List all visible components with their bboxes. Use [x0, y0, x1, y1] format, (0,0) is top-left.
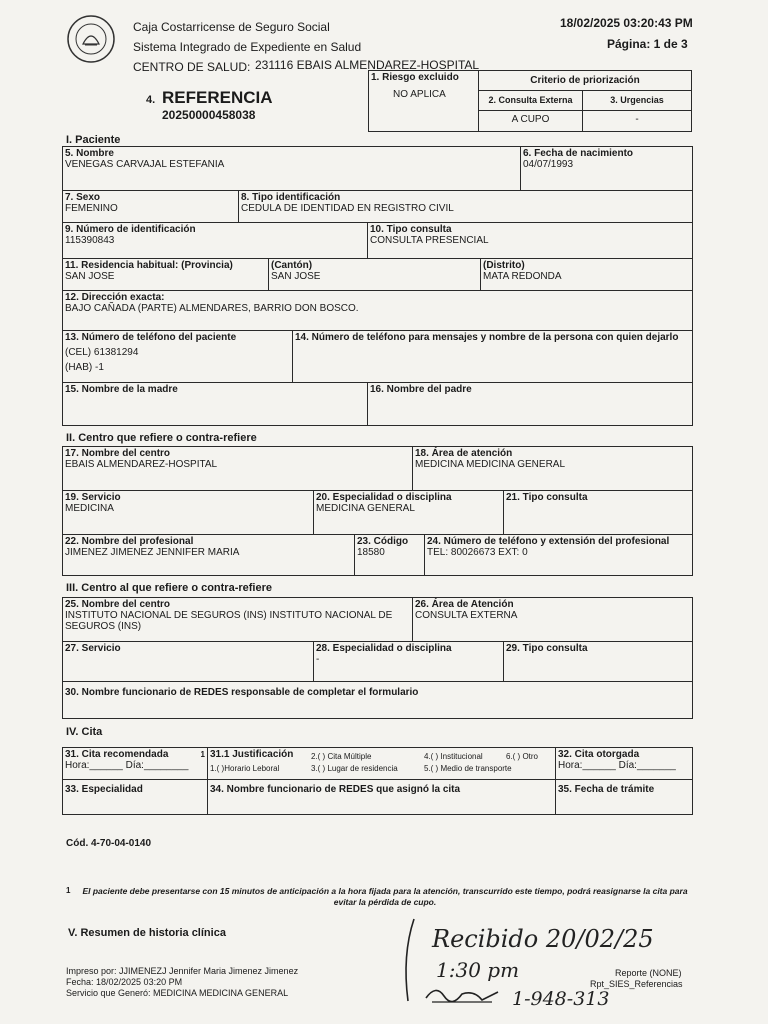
footnote-text: El paciente debe presentarse con 15 minutos de anticipación a la hora fijada para la atención, transcurrido este tiempo, podrá reasignarse la cita para evitar la pérdida de cupo.	[82, 886, 688, 907]
section-resumen-title: V. Resumen de historia clínica	[68, 927, 226, 939]
canton-label: (Cantón)	[271, 260, 313, 271]
cita-recomendada-hora: Hora:______ Día:________	[65, 760, 189, 771]
servicio-value: MEDICINA	[65, 503, 114, 514]
form-code: Cód. 4-70-04-0140	[66, 838, 152, 849]
numero-identificacion-label: 9. Número de identificación	[65, 224, 196, 235]
telefono-mensajes-label: 14. Número de teléfono para mensajes y nombre de la persona con quien dejarlo	[295, 332, 679, 343]
consulta-externa-value: A CUPO	[511, 114, 550, 125]
criterio-label: Criterio de priorización	[530, 75, 640, 86]
nombre-value: VENEGAS CARVAJAL ESTEFANIA	[65, 159, 225, 170]
footnote-ref: 1	[200, 750, 205, 759]
handwritten-number: 1-948-313	[512, 988, 610, 1010]
funcionario-redes-label: 30. Nombre funcionario de REDES responsable de completar el formulario	[65, 687, 419, 698]
section-cita-title: IV. Cita	[66, 726, 103, 738]
direccion-label: 12. Dirección exacta:	[65, 292, 165, 303]
tipo-identificacion-value: CEDULA DE IDENTIDAD EN REGISTRO CIVIL	[241, 203, 454, 214]
section-paciente-title: I. Paciente	[66, 134, 121, 146]
servicio-label: 19. Servicio	[65, 492, 121, 503]
tipo-consulta-refiere-label: 21. Tipo consulta	[506, 492, 588, 503]
system-name: Sistema Integrado de Expediente en Salud	[133, 40, 362, 54]
ccss-seal	[66, 14, 116, 64]
justificacion-opt2: 2.( ) Cita Múltiple	[311, 752, 372, 761]
handwritten-received: Recibido 20/02/25	[432, 925, 654, 953]
area-atencion-value: MEDICINA MEDICINA GENERAL	[415, 459, 566, 470]
section-centro-destino-title: III. Centro al que refiere o contra-refiere	[66, 582, 273, 594]
direccion-value: BAJO CAÑADA (PARTE) ALMENDARES, BARRIO DON BOSCO.	[65, 303, 359, 314]
especialidad-value: MEDICINA GENERAL	[316, 503, 415, 514]
doc-title: REFERENCIA	[162, 88, 273, 107]
justificacion-opt3: 3.( ) Lugar de residencia	[311, 764, 398, 773]
tipo-consulta-destino-label: 29. Tipo consulta	[506, 643, 588, 654]
footnote-number: 1	[66, 886, 71, 895]
nombre-madre-label: 15. Nombre de la madre	[65, 384, 178, 395]
center-value: 231116 EBAIS ALMENDAREZ-HOSPITAL	[255, 58, 480, 72]
cita-table	[62, 747, 693, 815]
printed-by: Impreso por: JJIMENEZJ Jennifer Maria Jimenez Jimenez	[66, 966, 299, 976]
profesional-label: 22. Nombre del profesional	[65, 536, 194, 547]
sexo-label: 7. Sexo	[65, 192, 101, 203]
provincia-value: SAN JOSE	[65, 271, 115, 282]
doc-id: 20250000458038	[162, 108, 256, 122]
nombre-label: 5. Nombre	[65, 148, 114, 159]
codigo-label: 23. Código	[357, 536, 409, 547]
nombre-padre-label: 16. Nombre del padre	[370, 384, 472, 395]
handwritten-signature	[422, 980, 512, 1010]
centro-destino-nombre-value: INSTITUTO NACIONAL DE SEGUROS (INS) INSTITUTO NACIONAL DE SEGUROS (INS)	[65, 610, 393, 632]
justificacion-opt1: 1.( )Horario Leboral	[210, 764, 280, 773]
consulta-externa-label: 2. Consulta Externa	[488, 95, 573, 105]
funcionario-cita-label: 34. Nombre funcionario de REDES que asignó la cita	[210, 784, 461, 795]
reporte-label: Reporte (NONE)	[615, 968, 682, 978]
numero-identificacion-value: 115390843	[65, 235, 115, 246]
center-label: CENTRO DE SALUD:	[133, 60, 251, 74]
area-atencion-destino-value: CONSULTA EXTERNA	[415, 610, 518, 621]
cita-otorgada-hora: Hora:______ Día:_______	[558, 760, 676, 771]
centro-refiere-nombre-label: 17. Nombre del centro	[65, 448, 171, 459]
justificacion-opt4: 4.( ) Institucional	[424, 752, 483, 761]
doc-number: 4.	[146, 94, 156, 106]
section-centro-refiere-title: II. Centro que refiere o contra-refiere	[66, 432, 257, 444]
especialidad-destino-label: 28. Especialidad o disciplina	[316, 643, 452, 654]
telefono-profesional-label: 24. Número de teléfono y extensión del profesional	[427, 536, 670, 547]
urgencias-value: -	[635, 114, 639, 125]
telefono-hab-value: (HAB) -1	[65, 362, 104, 373]
riesgo-criterio-box	[368, 70, 692, 132]
justificacion-label: 31.1 Justificación	[210, 749, 294, 760]
page-number: Página: 1 de 3	[607, 37, 688, 51]
distrito-label: (Distrito)	[483, 260, 525, 271]
cita-recomendada-label: 31. Cita recomendada 1	[65, 749, 205, 760]
justificacion-opt6: 6.( ) Otro	[506, 752, 539, 761]
especialidad-label: 20. Especialidad o disciplina	[316, 492, 452, 503]
provincia-label: 11. Residencia habitual: (Provincia)	[65, 260, 233, 271]
profesional-value: JIMENEZ JIMENEZ JENNIFER MARIA	[65, 547, 240, 558]
cita-especialidad-label: 33. Especialidad	[65, 784, 143, 795]
telefono-paciente-label: 13. Número de teléfono del paciente	[65, 332, 237, 343]
sexo-value: FEMENINO	[65, 203, 118, 214]
servicio-genero: Servicio que Generó: MEDICINA MEDICINA GENERAL	[66, 988, 289, 998]
centro-destino-nombre-label: 25. Nombre del centro	[65, 599, 171, 610]
telefono-profesional-value: TEL: 80026673 EXT: 0	[427, 547, 528, 558]
canton-value: SAN JOSE	[271, 271, 321, 282]
especialidad-destino-value: -	[316, 654, 320, 665]
print-datetime: 18/02/2025 03:20:43 PM	[560, 16, 693, 30]
riesgo-value: NO APLICA	[393, 89, 446, 100]
riesgo-label: 1. Riesgo excluido	[371, 72, 459, 83]
distrito-value: MATA REDONDA	[483, 271, 562, 282]
area-atencion-destino-label: 26. Área de Atención	[415, 599, 514, 610]
report-id: Rpt_SIES_Referencias	[590, 979, 683, 989]
handwritten-bracket	[398, 915, 418, 1005]
handwritten-time: 1:30 pm	[436, 958, 520, 982]
servicio-destino-label: 27. Servicio	[65, 643, 121, 654]
codigo-value: 18580	[357, 547, 385, 558]
fecha-tramite-label: 35. Fecha de trámite	[558, 784, 655, 795]
area-atencion-label: 18. Área de atención	[415, 448, 513, 459]
centro-destino-table	[62, 597, 693, 719]
paciente-table	[62, 146, 693, 426]
fecha-nacimiento-label: 6. Fecha de nacimiento	[523, 148, 634, 159]
org-name: Caja Costarricense de Seguro Social	[133, 20, 330, 34]
tipo-identificacion-label: 8. Tipo identificación	[241, 192, 341, 203]
tipo-consulta-value: CONSULTA PRESENCIAL	[370, 235, 489, 246]
centro-refiere-nombre-value: EBAIS ALMENDAREZ-HOSPITAL	[65, 459, 218, 470]
justificacion-opt5: 5.( ) Medio de transporte	[424, 764, 512, 773]
cita-otorgada-label: 32. Cita otorgada	[558, 749, 640, 760]
telefono-cel-value: (CEL) 61381294	[65, 347, 139, 358]
urgencias-label: 3. Urgencias	[610, 95, 664, 105]
centro-refiere-table	[62, 446, 693, 576]
fecha-nacimiento-value: 04/07/1993	[523, 159, 574, 170]
tipo-consulta-label: 10. Tipo consulta	[370, 224, 452, 235]
print-date: Fecha: 18/02/2025 03:20 PM	[66, 977, 183, 987]
